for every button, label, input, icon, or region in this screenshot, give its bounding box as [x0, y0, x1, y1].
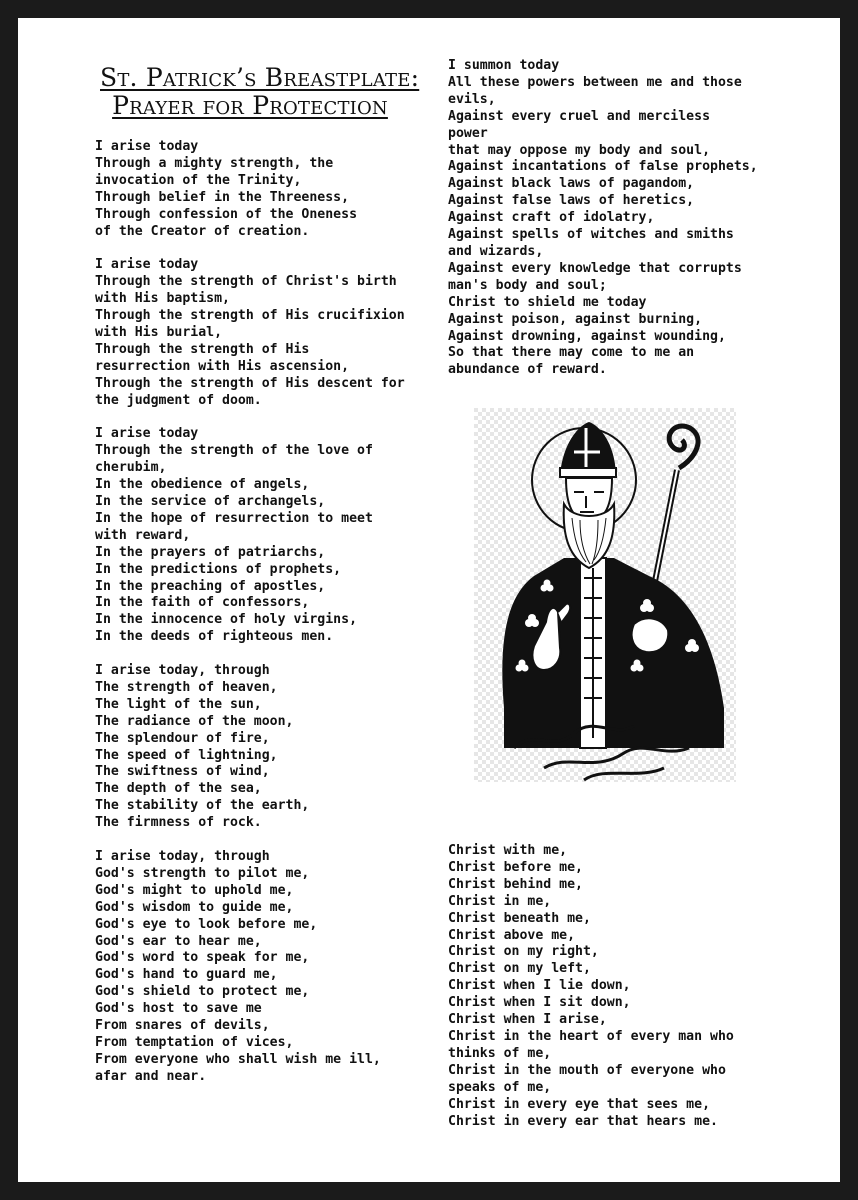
prayer-line: In the faith of confessors,	[95, 595, 310, 611]
prayer-line: In the prayers of patriarchs,	[95, 544, 326, 560]
prayer-line: Through confession of the Oneness	[95, 206, 358, 222]
prayer-line: invocation of the Trinity,	[95, 172, 302, 188]
prayer-stanza	[448, 58, 768, 379]
prayer-line: Through the strength of the love of	[95, 443, 373, 459]
prayer-line: evils,	[448, 91, 496, 107]
prayer-line: Christ on my right,	[448, 944, 599, 960]
prayer-line: The speed of lightning,	[95, 747, 278, 763]
prayer-line: Through belief in the Threeness,	[95, 189, 350, 205]
prayer-line: In the predictions of prophets,	[95, 561, 342, 577]
prayer-line: God's strength to pilot me,	[95, 865, 310, 881]
prayer-stanza	[95, 849, 425, 1086]
prayer-line: In the innocence of holy virgins,	[95, 612, 358, 628]
prayer-line: the judgment of doom.	[95, 392, 262, 408]
prayer-line: abundance of reward.	[448, 362, 607, 378]
prayer-line: Through the strength of His crucifixion	[95, 308, 405, 324]
page-title	[100, 63, 420, 120]
prayer-line: All these powers between me and those	[448, 74, 742, 90]
prayer-line: I arise today	[95, 139, 199, 154]
prayer-left-column	[95, 139, 425, 1086]
prayer-line: Through a mighty strength, the	[95, 155, 334, 171]
prayer-line: Christ to shield me today	[448, 294, 647, 310]
prayer-line: of the Creator of creation.	[95, 223, 310, 239]
prayer-line: Against false laws of heretics,	[448, 193, 695, 209]
prayer-line: Christ when I sit down,	[448, 995, 631, 1011]
prayer-line: The firmness of rock.	[95, 815, 262, 831]
prayer-line: Against every knowledge that corrupts	[448, 260, 742, 276]
prayer-line: speaks of me,	[448, 1079, 552, 1095]
prayer-line: Against poison, against burning,	[448, 311, 703, 327]
prayer-stanza	[95, 663, 425, 832]
prayer-line: Christ with me,	[448, 843, 568, 858]
prayer-line: with His baptism,	[95, 291, 230, 307]
prayer-stanza	[95, 257, 425, 409]
prayer-line: The swiftness of wind,	[95, 764, 270, 780]
prayer-line: resurrection with His ascension,	[95, 358, 350, 374]
prayer-line: man's body and soul;	[448, 277, 607, 293]
prayer-line: In the deeds of righteous men.	[95, 629, 334, 645]
prayer-line: From temptation of vices,	[95, 1034, 294, 1050]
prayer-line: and wizards,	[448, 243, 544, 259]
prayer-stanza	[448, 843, 768, 1130]
prayer-line: cherubim,	[95, 460, 167, 476]
prayer-line: God's wisdom to guide me,	[95, 899, 294, 915]
prayer-line: Christ on my left,	[448, 961, 591, 977]
prayer-line: Christ above me,	[448, 927, 576, 943]
prayer-line: Christ in the heart of every man who	[448, 1028, 734, 1044]
prayer-right-column-top	[448, 58, 768, 379]
prayer-line: Against drowning, against wounding,	[448, 328, 726, 344]
prayer-line: Christ beneath me,	[448, 910, 591, 926]
prayer-stanza	[95, 139, 425, 240]
prayer-line: Christ behind me,	[448, 876, 583, 892]
prayer-line: God's shield to protect me,	[95, 984, 310, 1000]
prayer-line: In the obedience of angels,	[95, 477, 310, 493]
prayer-line: I summon today	[448, 58, 560, 73]
prayer-line: In the preaching of apostles,	[95, 578, 326, 594]
prayer-line: Against incantations of false prophets,	[448, 159, 758, 175]
prayer-line: In the service of archangels,	[95, 494, 326, 509]
prayer-line: The stability of the earth,	[95, 798, 310, 814]
prayer-line: with reward,	[95, 527, 191, 543]
prayer-line: Christ in every ear that hears me.	[448, 1113, 718, 1129]
prayer-line: Christ in every eye that sees me,	[448, 1096, 711, 1112]
prayer-line: In the hope of resurrection to meet	[95, 510, 373, 526]
prayer-line: Through the strength of His descent for	[95, 375, 405, 391]
prayer-line: From everyone who shall wish me ill,	[95, 1051, 381, 1067]
prayer-line: God's eye to look before me,	[95, 916, 318, 932]
prayer-line: with His burial,	[95, 324, 223, 340]
prayer-line: Christ when I arise,	[448, 1012, 607, 1028]
prayer-line: The depth of the sea,	[95, 781, 262, 797]
prayer-line: God's host to save me	[95, 1001, 262, 1017]
prayer-line: God's ear to hear me,	[95, 933, 262, 949]
prayer-line: afar and near.	[95, 1068, 207, 1084]
prayer-line: Against craft of idolatry,	[448, 210, 655, 226]
prayer-line: Through the strength of Christ's birth	[95, 274, 397, 290]
saint-patrick-illustration	[474, 408, 736, 782]
prayer-line: Against every cruel and merciless	[448, 108, 711, 124]
prayer-line: Christ when I lie down,	[448, 978, 631, 994]
prayer-line: God's word to speak for me,	[95, 950, 310, 966]
prayer-stanza	[95, 426, 425, 646]
prayer-line: Christ in me,	[448, 893, 552, 909]
prayer-line: From snares of devils,	[95, 1018, 270, 1034]
title-line: Prayer for Protection	[112, 91, 388, 120]
prayer-line: The light of the sun,	[95, 696, 262, 712]
prayer-line: God's hand to guard me,	[95, 967, 278, 983]
prayer-line: Christ before me,	[448, 859, 583, 875]
prayer-line: I arise today, through	[95, 663, 270, 679]
prayer-line: The radiance of the moon,	[95, 713, 294, 729]
prayer-line: I arise today	[95, 257, 199, 273]
prayer-line: God's might to uphold me,	[95, 882, 294, 898]
prayer-right-column-bottom	[448, 843, 768, 1130]
title-line: St. Patrick’s Breastplate:	[100, 63, 420, 92]
prayer-line: I arise today	[95, 426, 199, 442]
hand-icon	[632, 618, 669, 652]
prayer-line: The splendour of fire,	[95, 730, 270, 746]
prayer-line: So that there may come to me an	[448, 345, 695, 361]
prayer-line: Christ in the mouth of everyone who	[448, 1062, 726, 1078]
prayer-line: The strength of heaven,	[95, 679, 278, 695]
prayer-line: I arise today, through	[95, 849, 270, 864]
prayer-line: thinks of me,	[448, 1045, 552, 1061]
prayer-line: Against spells of witches and smiths	[448, 227, 734, 243]
prayer-line: that may oppose my body and soul,	[448, 142, 711, 158]
prayer-line: Against black laws of pagandom,	[448, 176, 695, 192]
prayer-line: Through the strength of His	[95, 341, 310, 357]
prayer-line: power	[448, 125, 488, 141]
